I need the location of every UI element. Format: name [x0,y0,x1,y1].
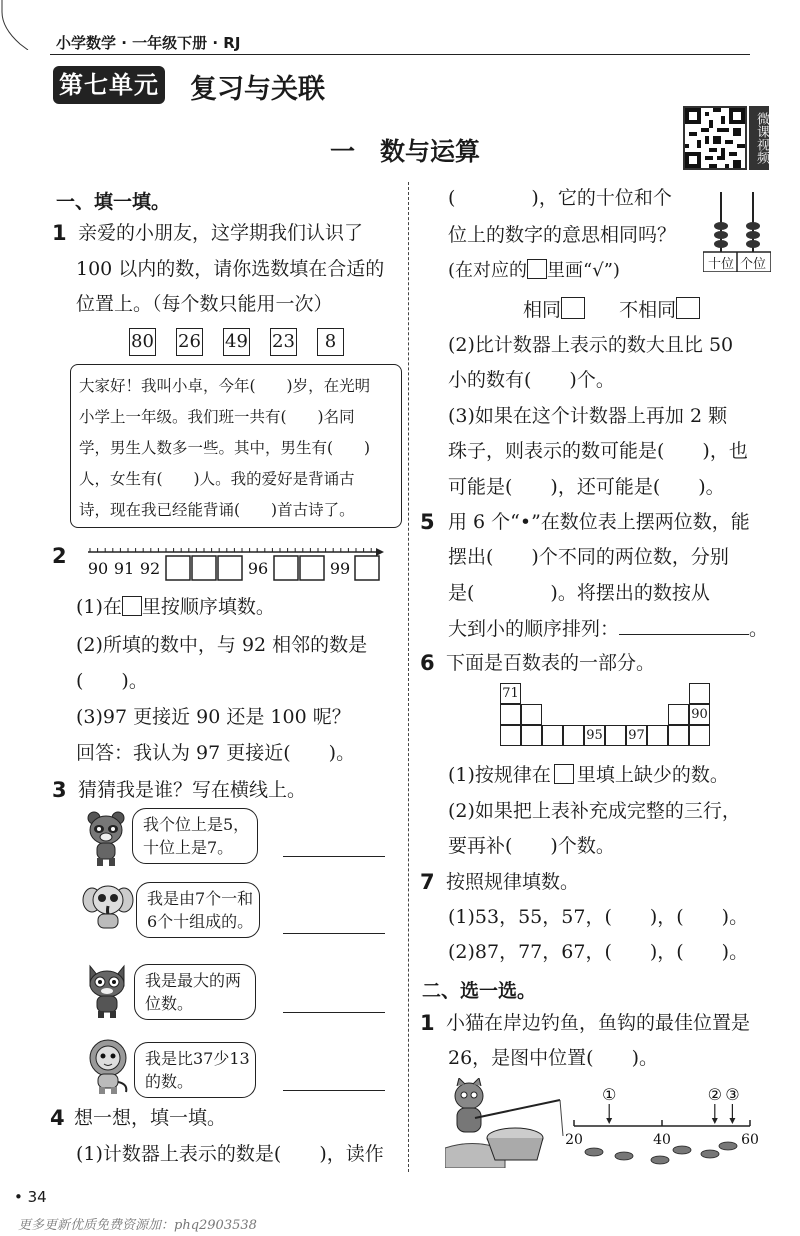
page-number: • 34 [14,1188,47,1206]
unit-title: 复习与关联 [190,74,325,105]
part1-title: 一、填一填。 [56,191,171,213]
q4-line-1: (1)计数器上表示的数是( )，读作 [76,1143,384,1165]
q1-choice: 49 [223,328,250,356]
resource-note: 更多更新优质免费资源加：phq2903538 [18,1218,257,1233]
tick-label: 40 [653,1132,671,1148]
answer-box[interactable] [218,556,242,580]
q1-line-1: 亲爱的小朋友，这学期我们认识了 [78,222,364,244]
column-divider [408,182,409,1172]
grid-cell [689,683,710,704]
q2-line-1a: (1)在 [76,596,122,618]
answer-box[interactable] [192,556,216,580]
q5-number: 5 [420,510,435,534]
passage-line: 人，女生有( )人。我的爱好是背诵古 [79,470,355,488]
grid-cell: 97 [626,725,647,746]
q4-right-8: 可能是( )，还可能是( )。 [448,476,725,498]
q6-number: 6 [420,651,435,675]
passage-line: 大家好！我叫小卓，今年( )岁，在光明 [79,377,371,395]
tick-label: 90 [87,559,109,578]
tick-label: 60 [741,1132,759,1148]
arrow-icon [376,548,384,556]
q4-right-3 [448,259,620,282]
passage-line: 学，男生人数多一些。其中，男生有( ) [79,439,371,457]
answer-box[interactable] [166,556,190,580]
part2-title: 二、选一选。 [422,980,537,1002]
abacus-tens-label: 十位 [707,257,734,272]
q7-title: 按照规律填数。 [446,871,580,893]
q1-choice: 8 [317,328,344,356]
grid-cell [563,725,584,746]
fish-icon [651,1156,669,1164]
grid-cell [521,704,542,725]
q5-line-3: 是( )。将摆出的数按从 [448,582,710,604]
q3-title: 猜猜我是谁？写在横线上。 [78,779,307,801]
s2q1-number: 1 [420,1011,435,1035]
hundred-chart [500,683,715,751]
q7-line-1: (1)53，55，57，( )，( )。 [448,906,749,928]
abacus-ones-label: 个位 [739,257,766,272]
q4-title: 想一想，填一填。 [74,1107,227,1129]
answer-line[interactable] [283,1090,385,1091]
fish-icon [673,1146,691,1154]
passage-line: 小学上一年级。我们班一共有( )名同 [79,408,355,426]
tick-label: 92 [139,559,161,578]
grid-cell [542,725,563,746]
q1-line-3: 位置上。（每个数只能用一次） [76,293,333,315]
bubble-line: 我个位上是5， [143,815,250,834]
section-title: 一 数与运算 [330,137,481,166]
q5-line-2: 摆出( )个不同的两位数，分别 [448,546,729,568]
q4-right-3b: 里画“√”) [547,260,620,281]
s2q1-line-1: 小猫在岸边钓鱼，鱼钩的最佳位置是 [446,1012,751,1034]
cat-icon [84,962,130,1020]
elephant-icon [82,878,134,936]
fish-icon [701,1150,719,1158]
speech-bubble [132,808,258,864]
q6-line-1a: (1)按规律在 [448,764,551,786]
q5-line-4a: 大到小的顺序排列： [448,618,620,640]
q4-right-3a: (在对应的 [448,260,528,281]
bubble-line: 我是最大的两 [145,971,242,990]
q2-line-1 [76,596,275,619]
tick-label: 96 [247,559,269,578]
q4-options [523,297,700,322]
q1-choice: 23 [270,328,297,356]
diff-label: 不相同 [619,299,677,321]
q4-number: 4 [50,1106,65,1130]
grid-cell [500,704,521,725]
qr-side-label: 微课视频 [749,106,769,170]
qr-code[interactable] [683,106,747,170]
q2-line-5: 回答：我认为 97 更接近( )。 [76,742,356,764]
grid-cell [605,725,626,746]
tick-label: 99 [329,559,351,578]
q1-choice: 26 [176,328,203,356]
answer-line[interactable] [283,856,385,857]
grid-cell: 90 [689,704,710,725]
q7-number: 7 [420,870,435,894]
answer-box-icon [527,259,547,279]
bubble-line: 的数。 [145,1072,194,1092]
corner-fold [0,0,40,50]
answer-line[interactable] [283,933,385,934]
fishing-number-line [560,1082,770,1172]
q2-line-1b: 里按顺序填数。 [141,596,275,618]
answer-box[interactable] [274,556,298,580]
tick-label: 20 [565,1132,583,1148]
q1-line-2: 100 以内的数，请你选数填在合适的 [76,258,385,280]
q4-right-7: 珠子，则表示的数可能是( )，也 [448,440,748,462]
arrow-icon [712,1118,718,1124]
diff-checkbox[interactable] [676,297,700,319]
answer-box-icon [122,596,142,616]
grid-cell [647,725,668,746]
arrow-icon [606,1118,612,1124]
bubble-line: 我是比37少13 [145,1049,250,1068]
q4-right-5: 小的数有( )个。 [448,369,615,391]
q2-line-3: ( )。 [76,670,148,692]
q2-number-line [86,542,386,582]
q5-line-4 [448,617,768,641]
q3-number: 3 [52,778,67,802]
q6-line-1 [448,764,729,787]
same-label: 相同 [523,299,562,321]
q6-line-2: (2)如果把上表补充成完整的三行， [448,800,741,822]
fishing-cat-icon [445,1078,565,1168]
q5-line-1: 用 6 个“•”在数位表上摆两位数，能 [448,511,750,533]
grid-cell [668,704,689,725]
q4-right-6: (3)如果在这个计数器上再加 2 颗 [448,405,728,427]
q2-line-2: (2)所填的数中，与 92 相邻的数是 [76,634,368,656]
q6-line-1b: 里填上缺少的数。 [576,764,729,786]
bubble-line: 我是由7个一和 [147,889,254,908]
unit-badge: 第七单元 [53,66,165,104]
s2q1-line-2: 26，是图中位置( )。 [448,1047,659,1069]
q4-right-1: ( )，它的十位和个 [448,187,672,209]
q2-number: 2 [52,544,67,568]
position-marker: ① [602,1085,617,1104]
bubble-line: 6个十组成的。 [147,912,254,932]
answer-box[interactable] [300,556,324,580]
bubble-line: 位数。 [145,994,194,1014]
grid-cell: 71 [500,683,521,704]
raccoon-icon [84,810,128,868]
q4-right-4: (2)比计数器上表示的数大且比 50 [448,334,734,356]
answer-line[interactable] [619,617,749,635]
answer-line[interactable] [283,1012,385,1013]
q4-right-2: 位上的数字的意思相同吗？ [448,224,677,246]
header-rule [50,54,750,55]
grid-cell: 95 [584,725,605,746]
q1-choice: 80 [129,328,156,356]
arrow-icon [729,1118,735,1124]
passage-line: 诗，现在我已经能背诵( )首古诗了。 [79,501,355,519]
q1-number: 1 [52,221,67,245]
bubble-line: 十位上是7。 [143,838,234,858]
grid-cell [668,725,689,746]
same-checkbox[interactable] [561,297,585,319]
q2-line-4: (3)97 更接近 90 还是 100 呢？ [76,706,351,728]
q7-line-2: (2)87，77，67，( )，( )。 [448,941,749,963]
position-marker: ③ [725,1085,740,1104]
fish-icon [719,1142,737,1150]
q5-line-4b: 。 [749,618,769,640]
q6-line-3: 要再补( )个数。 [448,835,615,857]
lion-icon [84,1038,132,1096]
book-title: 小学数学 · 一年级下册 · RJ [56,34,241,52]
speech-bubble [136,882,260,938]
fish-icon [615,1152,633,1160]
q6-title: 下面是百数表的一部分。 [446,652,656,674]
speech-bubble [134,964,256,1020]
grid-cell [689,725,710,746]
answer-box-icon [554,764,574,784]
fish-icon [585,1148,603,1156]
q1-passage-box [70,364,402,528]
grid-cell [521,725,542,746]
speech-bubble [134,1042,256,1098]
tick-label: 91 [113,559,135,578]
position-marker: ② [707,1085,722,1104]
grid-cell [500,725,521,746]
answer-box[interactable] [355,556,379,580]
